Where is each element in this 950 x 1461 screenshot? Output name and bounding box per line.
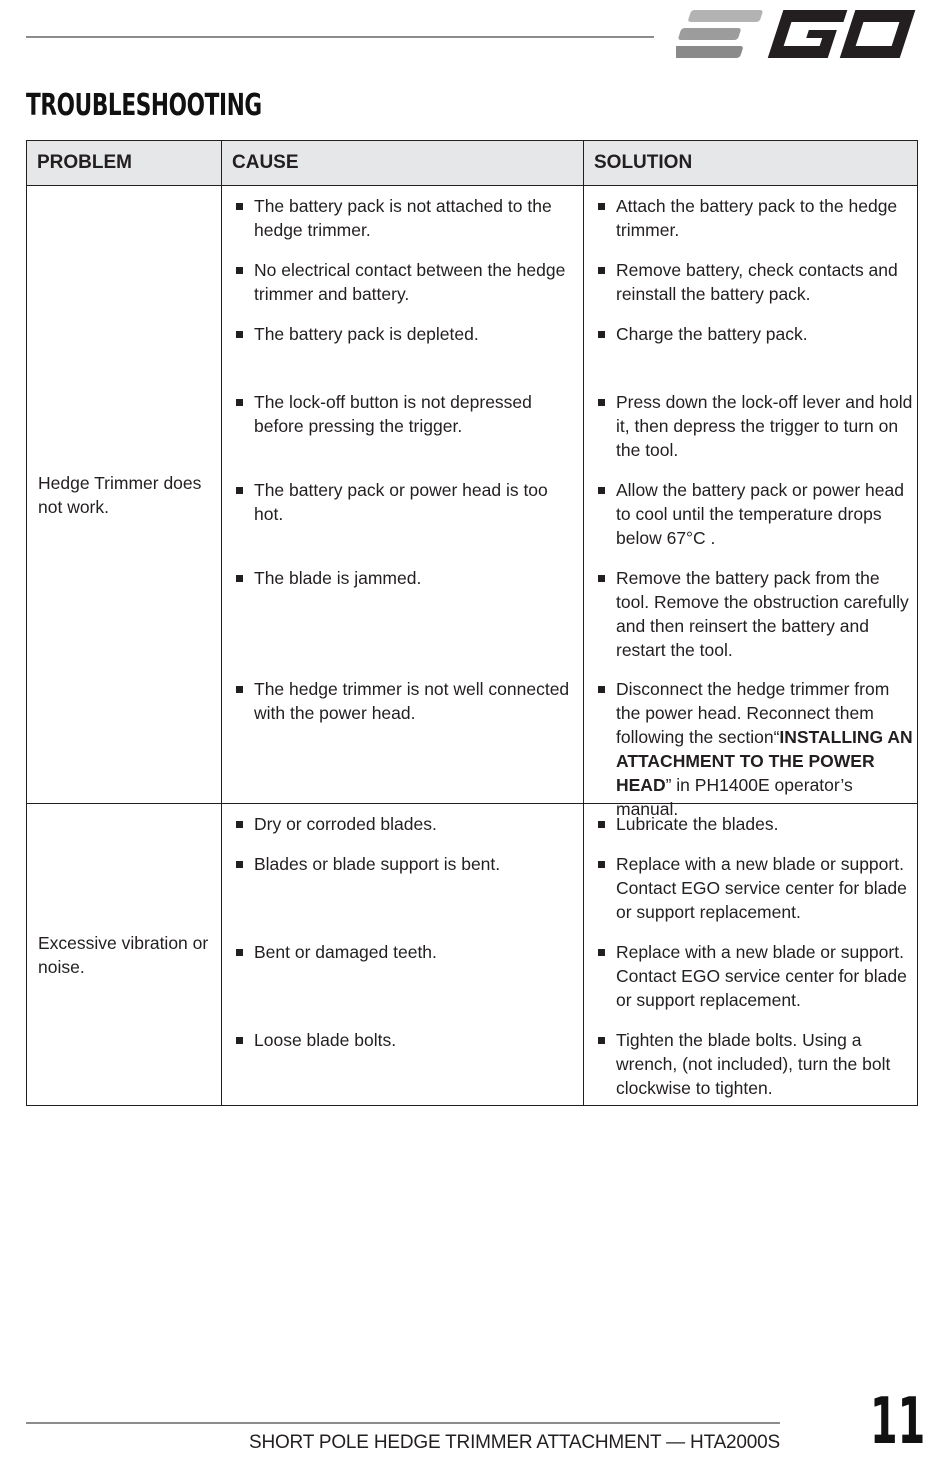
cause-item: The hedge trimmer is not well connected with the power head.: [222, 677, 583, 797]
solution-item: Attach the battery pack to the hedge trimmer.: [584, 194, 917, 258]
solution-cell: [584, 186, 918, 819]
solution-item: Remove battery, check contacts and reinstall the battery pack.: [584, 258, 917, 322]
solution-item: Replace with a new blade or support. Contact EGO service center for blade or support replacement.: [584, 852, 917, 940]
cause-item: Dry or corroded blades.: [222, 812, 583, 852]
cause-item: The battery pack is depleted.: [222, 322, 583, 390]
column-header-cause: CAUSE: [222, 141, 584, 186]
table-header-row: [27, 141, 918, 186]
column-header-solution: SOLUTION: [584, 141, 918, 186]
troubleshooting-table: [26, 140, 918, 1106]
cause-item: The blade is jammed.: [222, 566, 583, 677]
solution-item: Remove the battery pack from the tool. Remove the obstruction carefully and then reinsert the battery and restart the tool.: [584, 566, 917, 677]
cause-item: No electrical contact between the hedge trimmer and battery.: [222, 258, 583, 322]
cause-item: Bent or damaged teeth.: [222, 940, 583, 1028]
solution-item: [584, 677, 917, 819]
header-rule: [26, 36, 654, 38]
ego-logo: [676, 8, 916, 64]
section-title: TROUBLESHOOTING: [26, 88, 262, 123]
solution-item: Charge the battery pack.: [584, 322, 917, 390]
footer-document-title: SHORT POLE HEDGE TRIMMER ATTACHMENT — HTA2000S: [248, 1432, 780, 1453]
cause-cell: [222, 804, 584, 1106]
cause-item: Loose blade bolts.: [222, 1028, 583, 1100]
cause-cell: [222, 186, 584, 804]
solution-text: ” in PH1400E operator’s manual.: [616, 775, 853, 819]
cause-item: Blades or blade support is bent.: [222, 852, 583, 940]
cause-item: The battery pack or power head is too hot.: [222, 478, 583, 566]
column-header-problem: PROBLEM: [27, 141, 222, 186]
solution-item: Replace with a new blade or support. Contact EGO service center for blade or support replacement.: [584, 940, 917, 1028]
problem-cell: Hedge Trimmer does not work.: [27, 186, 222, 804]
table-row: [27, 186, 918, 804]
solution-item: Allow the battery pack or power head to cool until the temperature drops below 67°C .: [584, 478, 917, 566]
cause-item: The battery pack is not attached to the hedge trimmer.: [222, 194, 583, 258]
solution-item: Tighten the blade bolts. Using a wrench, (not included), turn the bolt clockwise to tighten.: [584, 1028, 917, 1100]
solution-item: Lubricate the blades.: [584, 812, 917, 852]
footer-rule: [26, 1422, 780, 1424]
solution-item: Press down the lock-off lever and hold it, then depress the trigger to turn on the tool.: [584, 390, 917, 478]
solution-text: Disconnect the hedge trimmer from the power head. Reconnect them following the section“: [616, 679, 890, 747]
manual-section-reference: INSTALLING AN ATTACHMENT TO THE POWER HEAD: [616, 727, 913, 795]
page-number: 11: [870, 1385, 926, 1459]
cause-item: The lock-off button is not depressed before pressing the trigger.: [222, 390, 583, 478]
table-row: [27, 804, 918, 1106]
solution-cell: [584, 804, 918, 1106]
problem-cell: Excessive vibration or noise.: [27, 804, 222, 1106]
